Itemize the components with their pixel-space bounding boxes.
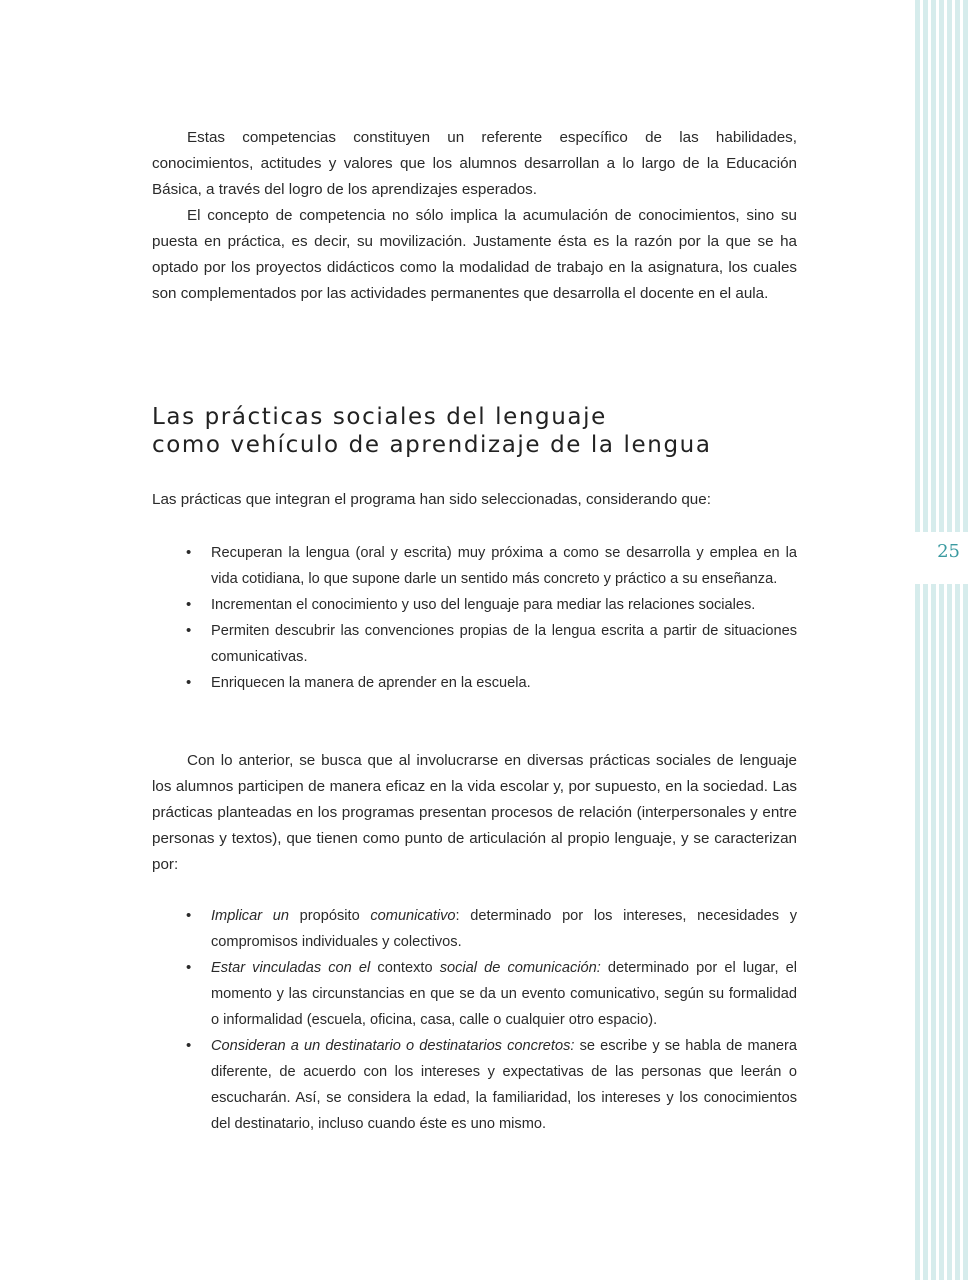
bullet-icon: •: [186, 544, 192, 561]
list-item-text: Enriquecen la manera de aprender en la escuela.: [211, 675, 531, 691]
section-heading: [152, 403, 852, 459]
stripe: [915, 0, 920, 1280]
text: contexto: [370, 960, 440, 976]
paragraph: Estas competencias constituyen un referente específico de las habilidades, conocimientos, actitudes y valores que los alumnos desarrollan a lo largo de la Educación Básica, a través del logro de los aprendizajes esperados.: [152, 129, 797, 198]
list-item: [152, 618, 797, 670]
italic-text: Implicar un: [211, 908, 289, 924]
list-item: [152, 592, 797, 618]
paragraph: Con lo anterior, se busca que al involucrarse en diversas prácticas sociales de lenguaje los alumnos participen de manera eficaz en la vida escolar y, por supuesto, en la sociedad. Las prácticas planteadas en los programas presentan procesos de relación (interpersonales y entre personas y textos), que tienen como punto de articulación al propio lenguaje, y se caracterizan por:: [152, 752, 797, 873]
paragraph: El concepto de competencia no sólo implica la acumulación de conocimientos, sino su puesta en práctica, es decir, su movilización. Justamente ésta es la razón por la que se ha optado por los proyectos didácticos como la modalidad de trabajo en la asignatura, los cuales son complementados por las actividades permanentes que desarrolla el docente en el aula.: [152, 207, 797, 302]
stripe: [923, 0, 928, 1280]
text: determinado por el lugar, el momento y las circunstancias en que se da un evento comunicativo, según su formalidad o informalidad (escuela, oficina, casa, calle o cualquier otro espacio).: [211, 960, 798, 1028]
bullet-icon: •: [186, 959, 192, 976]
bullet-icon: •: [186, 907, 192, 924]
text: : determinado por los intereses, necesidades y compromisos individuales y colectivos.: [211, 908, 797, 950]
list-item: [152, 903, 797, 955]
list-item: [152, 540, 797, 592]
bullet-icon: •: [186, 674, 192, 691]
list-item: [152, 1033, 797, 1137]
stripe: [947, 0, 952, 1280]
page-number: 25: [937, 541, 960, 562]
bullet-icon: •: [186, 622, 192, 639]
stripe: [931, 0, 936, 1280]
margin-stripes: [912, 0, 972, 1280]
bullet-icon: •: [186, 596, 192, 613]
italic-text: social de comunicación:: [439, 960, 601, 976]
list-item-text: Recuperan la lengua (oral y escrita) muy próxima a como se desarrolla y emplea en la vida cotidiana, lo que supone darle un sentido más concreto y práctico a su enseñanza.: [211, 545, 797, 587]
list-item-text: Incrementan el conocimiento y uso del lenguaje para mediar las relaciones sociales.: [211, 597, 756, 613]
italic-text: Consideran a un destinatario o destinatarios concretos:: [211, 1038, 575, 1054]
bullet-list-characteristics: [152, 903, 797, 1137]
text: propósito: [289, 908, 371, 924]
list-item: [152, 955, 797, 1033]
italic-text: Estar vinculadas con el: [211, 960, 371, 976]
bullet-list-practices: [152, 540, 797, 696]
heading-line: como vehículo de aprendizaje de la lengua: [152, 432, 712, 458]
stripe: [939, 0, 944, 1280]
top-paragraphs: [152, 125, 797, 307]
intro-paragraph: Las prácticas que integran el programa han sido seleccionadas, considerando que:: [152, 491, 711, 508]
list-item-text: Permiten descubrir las convenciones propias de la lengua escrita a partir de situaciones comunicativas.: [211, 623, 797, 665]
bullet-icon: •: [186, 1037, 192, 1054]
stripe: [955, 0, 960, 1280]
italic-text: comunicativo: [370, 908, 456, 924]
stripe: [963, 0, 968, 1280]
text: se escribe y se habla de manera diferente, de acuerdo con los intereses y expectativas de las personas que leerán o escucharán. Así, se considera la edad, la familiaridad, los intereses y los conocimientos del destinatario, incluso cuando éste es uno mismo.: [211, 1038, 797, 1132]
heading-line: Las prácticas sociales del lenguaje: [152, 404, 607, 430]
list-item: [152, 670, 797, 696]
